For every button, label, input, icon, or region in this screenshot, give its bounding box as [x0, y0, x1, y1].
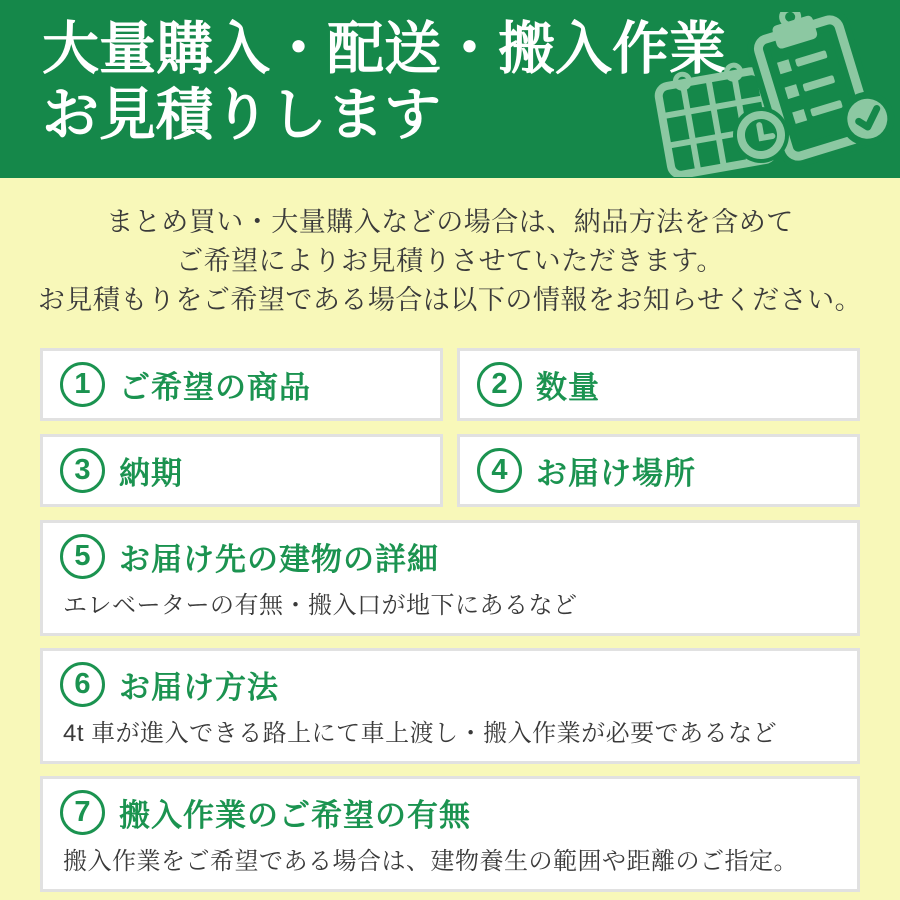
- info-boxes-section: [40, 348, 860, 892]
- number-badge-6: 6: [60, 662, 105, 707]
- info-box-note-7: 搬入作業をご希望である場合は、建物養生の範囲や距離のご指定。: [63, 848, 798, 875]
- info-box-note-5: エレベーターの有無・搬入口が地下にあるなど: [63, 592, 578, 619]
- info-box-row-2: [40, 434, 860, 507]
- info-box-6: [40, 648, 860, 764]
- info-box-2: [457, 348, 860, 421]
- number-badge-1: 1: [60, 362, 105, 407]
- info-box-note-6: 4t 車が進入できる路上にて車上渡し・搬入作業が必要であるなど: [63, 720, 778, 747]
- info-box-label-7: 搬入作業のご希望の有無: [119, 798, 471, 833]
- info-box-3: [40, 434, 443, 507]
- page-title: [42, 16, 726, 148]
- number-badge-5: 5: [60, 534, 105, 579]
- intro-line-1: まとめ買い・大量購入などの場合は、納品方法を含めて: [106, 207, 794, 237]
- info-box-label-4: お届け場所: [536, 456, 696, 491]
- intro-line-3: お見積もりをご希望である場合は以下の情報をお知らせください。: [37, 285, 863, 315]
- info-box-label-6: お届け方法: [119, 670, 279, 705]
- info-box-label-2: 数量: [536, 370, 600, 405]
- info-box-7: [40, 776, 860, 892]
- header: [0, 0, 900, 178]
- intro-text: [0, 178, 900, 320]
- info-box-label-5: お届け先の建物の詳細: [119, 542, 439, 577]
- info-box-head-5: [60, 534, 841, 579]
- icon-cluster: [646, 12, 896, 177]
- info-box-head-6: [60, 662, 841, 707]
- info-box-1: [40, 348, 443, 421]
- info-box-label-1: ご希望の商品: [119, 370, 311, 405]
- intro-line-2: ご希望によりお見積りさせていただきます。: [176, 246, 724, 276]
- info-box-4: [457, 434, 860, 507]
- number-badge-2: 2: [477, 362, 522, 407]
- number-badge-4: 4: [477, 448, 522, 493]
- title-line-2: お見積りします: [42, 83, 441, 147]
- title-line-1: 大量購入・配送・搬入作業: [42, 17, 726, 81]
- info-box-5: [40, 520, 860, 636]
- number-badge-3: 3: [60, 448, 105, 493]
- info-box-row-1: [40, 348, 860, 421]
- info-box-head-7: [60, 790, 841, 835]
- number-badge-7: 7: [60, 790, 105, 835]
- info-box-label-3: 納期: [119, 456, 183, 491]
